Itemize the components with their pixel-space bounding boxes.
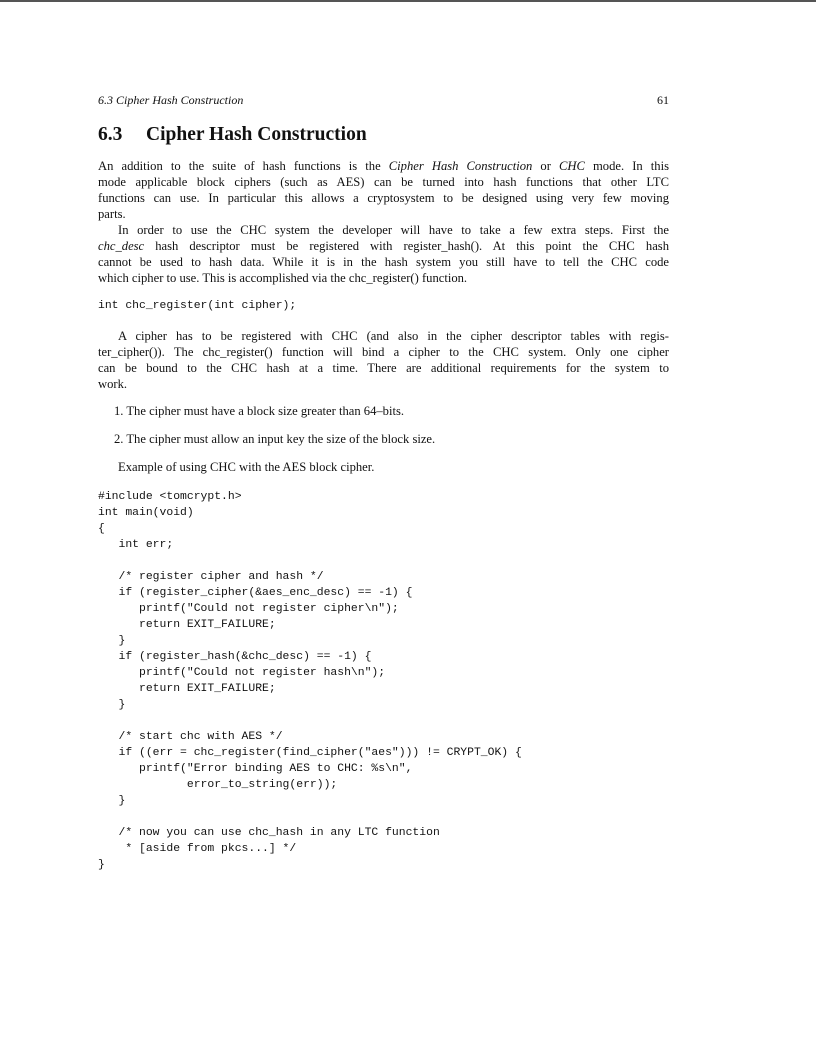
text: An addition to the suite of hash functions is the bbox=[98, 159, 389, 173]
section-number: 6.3 bbox=[98, 124, 123, 145]
text-line: which cipher to use. This is accomplished via the chc_register() function. bbox=[98, 271, 468, 285]
page-number: 61 bbox=[657, 93, 669, 107]
function-signature: int chc_register(int cipher); bbox=[98, 300, 297, 312]
text-line: functions can use. In particular this allows a cryptosystem to be designed using very few moving bbox=[98, 191, 669, 205]
text-line: can be bound to the CHC hash at a time. There are additional requirements for the system to bbox=[98, 361, 669, 375]
section-title-text: Cipher Hash Construction bbox=[146, 124, 367, 145]
text: mode. In this bbox=[584, 159, 669, 173]
text-line bbox=[98, 238, 669, 254]
text-line bbox=[98, 158, 669, 174]
text: hash descriptor must be registered with register_hash(). At this point the CHC hash bbox=[144, 239, 669, 253]
list-item: 2. The cipher must allow an input key the size of the block size. bbox=[114, 432, 436, 446]
emphasis: CHC bbox=[558, 159, 585, 173]
text: or bbox=[532, 159, 559, 173]
example-intro: Example of using CHC with the AES block cipher. bbox=[118, 460, 375, 474]
code-listing: #include <tomcrypt.h> int main(void) { int err; /* register cipher and hash */ if (register_cipher(&aes_enc_desc) == -1) { printf("Could not register cipher\n"); return EXIT_FAILURE; } if (register_hash(&chc_desc) == -1) { printf("Could not register hash\n"); return EXIT_FAILURE; } /* start chc with AES */ if ((err = chc_register(find_cipher("aes"))) != CRYPT_OK) { printf("Error binding AES to CHC: %s\n", error_to_string(err)); } /* now you can use chc_hash in any LTC function * [aside from pkcs...] */ } bbox=[98, 491, 522, 871]
text-line: cannot be used to hash data. While it is in the hash system you still have to tell the CHC code bbox=[98, 255, 669, 269]
emphasis: chc_desc bbox=[98, 239, 145, 253]
text-line: A cipher has to be registered with CHC (and also in the cipher descriptor tables with regis- bbox=[118, 329, 669, 343]
running-header: 6.3 Cipher Hash Construction bbox=[98, 93, 244, 107]
paragraph-intro bbox=[98, 158, 669, 286]
paragraph-requirements bbox=[98, 328, 669, 392]
emphasis: Cipher Hash Construction bbox=[388, 159, 533, 173]
text-line: ter_cipher()). The chc_register() function will bind a cipher to the CHC system. Only one cipher bbox=[98, 345, 669, 359]
text-line: parts. bbox=[98, 207, 126, 221]
top-border bbox=[0, 0, 816, 2]
section-title bbox=[98, 124, 367, 146]
list-item: 1. The cipher must have a block size greater than 64–bits. bbox=[114, 404, 405, 418]
text-line: work. bbox=[98, 377, 128, 391]
text-line: In order to use the CHC system the developer will have to take a few extra steps. First the bbox=[118, 223, 669, 237]
text-line: mode applicable block ciphers (such as AES) can be turned into hash functions that other LTC bbox=[98, 175, 669, 189]
